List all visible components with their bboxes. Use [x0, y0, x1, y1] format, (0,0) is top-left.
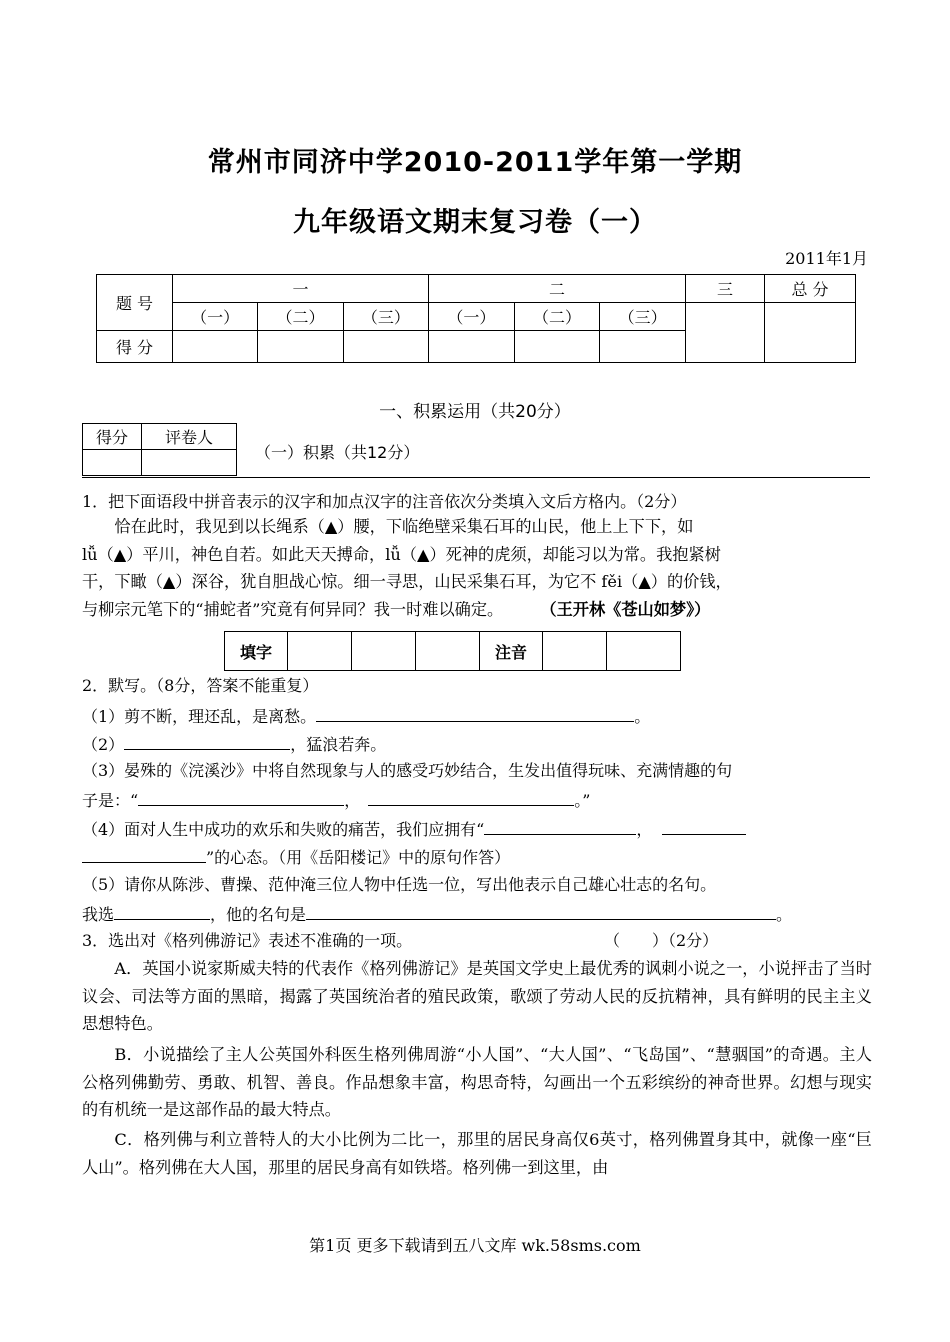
score-cell[interactable]: [343, 331, 428, 363]
q2-stem: 2．默写。（8分，答案不能重复）: [82, 676, 319, 695]
grader-name-label: 评卷人: [142, 424, 237, 450]
q2-item4b-end: ”的心态。（用《岳阳楼记》中的原句作答）: [206, 848, 511, 867]
q1-passage-line4: 与柳宗元笔下的“捕蛇者”究竟有何异同？我一时难以确定。: [82, 599, 504, 619]
score-cell[interactable]: [514, 331, 600, 363]
answer-cell[interactable]: [607, 632, 681, 671]
answer-blank[interactable]: [124, 735, 290, 750]
section-header-1: 一: [173, 275, 429, 303]
q3-option-b: B．小说描绘了主人公英国外科医生格列佛周游“小人国”、“大人国”、“飞岛国”、“慧骃国”的奇遇。主人公格列佛勤劳、勇敢、机智、善良。作品想象丰富，构思奇特，勾画出一个五彩缤纷的神奇世界。幻想与现实的有机统一是这部作品的最大特点。: [82, 1045, 872, 1119]
q1-passage: [82, 513, 870, 623]
answer-blank[interactable]: [316, 707, 634, 722]
score-table-score-label: 得 分: [97, 331, 173, 363]
q1-passage-line3: 干，下瞰（▲）深谷，犹自胆战心惊。细一寻思，山民采集石耳，为它不 fěi（▲）的价钱，: [82, 572, 732, 591]
subsection-header: （二）: [258, 303, 343, 331]
q2-item2: [82, 735, 386, 753]
score-cell[interactable]: [765, 303, 856, 363]
q2-item3b-end: 。”: [574, 791, 591, 810]
score-table-question-label: 题 号: [97, 275, 173, 331]
q3-option-c: C．格列佛与利立普特人的大小比例为二比一，那里的居民身高仅6英寸，格列佛置身其中，就像一座“巨人山”。格列佛在大人国，那里的居民身高有如铁塔。格列佛一到这里，由: [82, 1130, 872, 1177]
q2-item1: [82, 707, 650, 725]
q1-passage-line1: 恰在此时，我见到以长绳系（▲）腰，下临绝壁采集石耳的山民，他上上下下，如: [114, 517, 694, 536]
answer-blank[interactable]: [368, 791, 574, 806]
answer-blank[interactable]: [114, 905, 210, 920]
q3-stem: [82, 931, 719, 950]
q1-source: （王开林《苍山如梦》）: [540, 599, 711, 619]
exam-date: 2011年1月: [785, 249, 868, 268]
section-header-2: 二: [429, 275, 686, 303]
subsection-header: （一）: [429, 303, 515, 331]
section-heading: 一、积累运用（共20分）: [379, 402, 571, 422]
q2-item2-end: ，猛浪若奔。: [290, 735, 387, 754]
answer-blank[interactable]: [138, 791, 344, 806]
section-header-3: 三: [686, 275, 765, 303]
score-cell[interactable]: [686, 303, 765, 363]
answer-cell[interactable]: [416, 632, 480, 671]
q2-item4-text: （4）面对人生中成功的欢乐和失败的痛苦，我们应拥有“: [82, 820, 485, 839]
section-header-total: 总 分: [765, 275, 856, 303]
divider: [82, 477, 870, 478]
page-footer: 第1页 更多下载请到五八文库 wk.58sms.com: [309, 1236, 641, 1255]
q3-answer-slot[interactable]: （ ）（2分）: [604, 931, 719, 950]
grader-table: [82, 423, 237, 476]
q2-item3: （3）晏殊的《浣溪沙》中将自然现象与人的感受巧妙结合，生发出值得玩味、充满情趣的句: [82, 761, 733, 780]
q3-stem-text: 3．选出对《格列佛游记》表述不准确的一项。: [82, 931, 413, 950]
subsection-header: （三）: [600, 303, 686, 331]
q1-stem: 1．把下面语段中拼音表示的汉字和加点汉字的注音依次分类填入文后方格内。（2分）: [82, 492, 687, 511]
answer-blank[interactable]: [484, 820, 636, 835]
answer-blank[interactable]: [306, 905, 776, 920]
q2-item5b-start: 我选: [82, 905, 115, 924]
grader-score-cell[interactable]: [83, 450, 142, 476]
q2-item5b-mid: ，他的名句是: [210, 905, 307, 924]
q2-item3b-mid: ，: [344, 791, 361, 810]
q2-item1-end: 。: [634, 707, 651, 726]
q2-item4b: [82, 848, 510, 866]
score-table: [96, 274, 856, 363]
q2-item3b: [82, 791, 590, 809]
q2-item3b-start: 子是：“: [82, 791, 139, 810]
score-cell[interactable]: [600, 331, 686, 363]
q2-item4-mid: ，: [636, 820, 653, 839]
score-cell[interactable]: [429, 331, 515, 363]
answer-cell[interactable]: [288, 632, 352, 671]
q2-item1-text: （1）剪不断，理还乱，是离愁。: [82, 707, 317, 726]
grader-score-label: 得分: [83, 424, 142, 450]
subsection-header: （二）: [514, 303, 600, 331]
grader-name-cell[interactable]: [142, 450, 237, 476]
subsection-header: （一）: [173, 303, 258, 331]
subsection-heading: （一）积累（共12分）: [255, 443, 420, 462]
q2-item2-text: （2）: [82, 735, 125, 754]
answer-blank[interactable]: [662, 820, 746, 835]
pinyin-label: 注音: [480, 632, 543, 671]
subsection-header: （三）: [343, 303, 428, 331]
fill-label: 填字: [225, 632, 288, 671]
q2-item5b: [82, 905, 792, 923]
exam-title: 常州市同济中学2010-2011学年第一学期: [207, 147, 743, 178]
q2-item4: [82, 820, 746, 838]
answer-cell[interactable]: [543, 632, 607, 671]
answer-cell[interactable]: [352, 632, 416, 671]
exam-subtitle: 九年级语文期末复习卷（一）: [293, 207, 657, 238]
q3-option-a: A．英国小说家斯威夫特的代表作《格列佛游记》是英国文学史上最优秀的讽刺小说之一，小说抨击了当时议会、司法等方面的黑暗，揭露了英国统治者的殖民政策，歌颂了劳动人民的反抗精神，具有鲜明的民主主义思想特色。: [82, 959, 872, 1033]
score-cell[interactable]: [173, 331, 258, 363]
score-cell[interactable]: [258, 331, 343, 363]
q2-item5: （5）请你从陈涉、曹操、范仲淹三位人物中任选一位，写出他表示自己雄心壮志的名句。: [82, 875, 717, 894]
q2-item5b-end: 。: [776, 905, 793, 924]
q1-answer-grid: [224, 631, 681, 671]
q1-passage-line2: lǚ（▲）平川，神色自若。如此天天搏命，lǚ（▲）死神的虎须，却能习以为常。我抱紧树: [82, 544, 721, 564]
answer-blank[interactable]: [82, 848, 206, 863]
